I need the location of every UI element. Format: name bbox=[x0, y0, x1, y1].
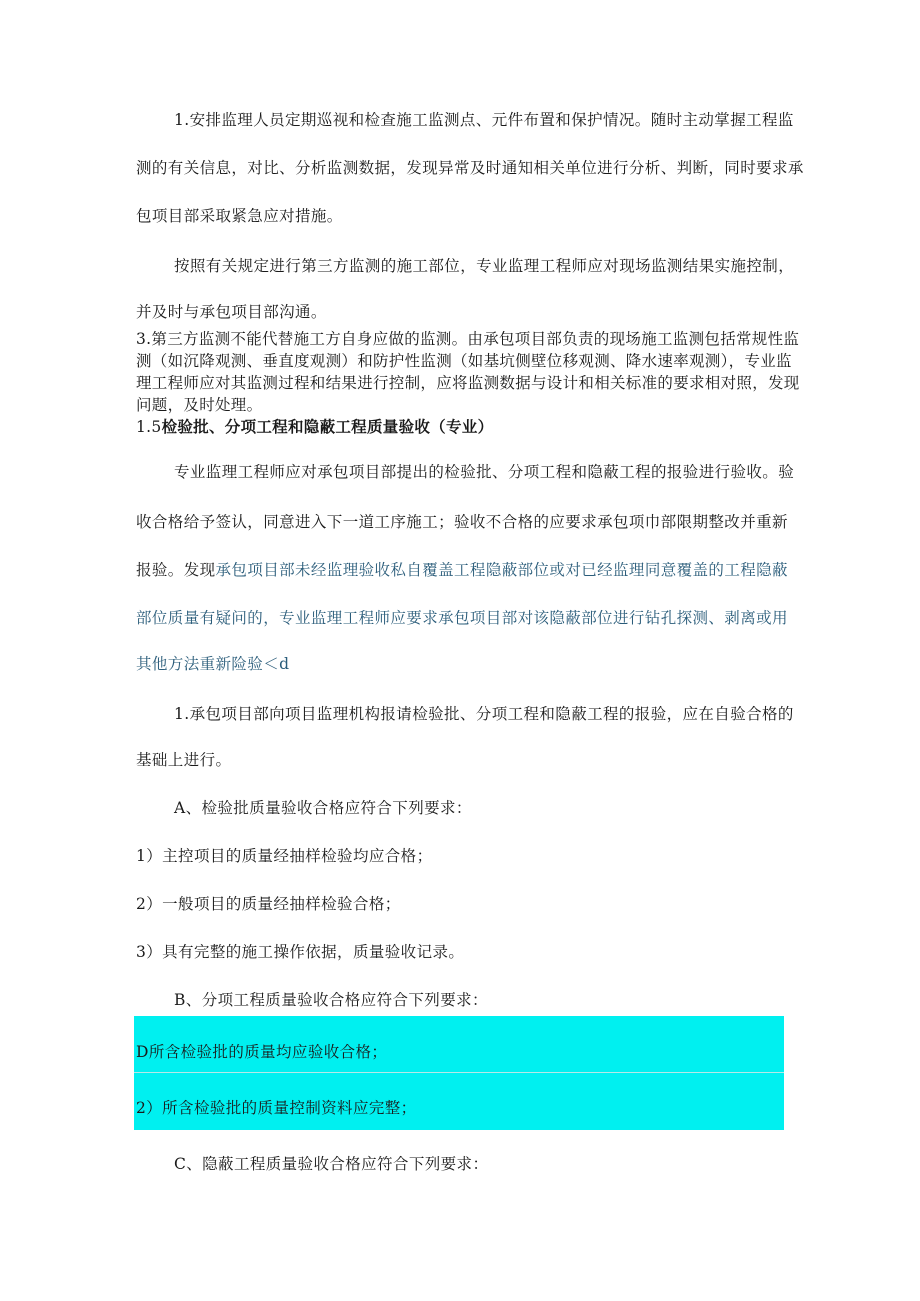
acceptance-item1-line1: 1.承包项目部向项目监理机构报请检验批、分项工程和隐蔽工程的报验，应在自验合格的 bbox=[174, 705, 794, 723]
monitoring-item1-line2: 测的有关信息，对比、分析监测数据，发现异常及时通知相关单位进行分析、判断，同时要求承 bbox=[136, 159, 804, 177]
acceptance-para-line3-black: 报验。发现 bbox=[136, 561, 216, 579]
acceptance-para-line4: 部位质量有疑问的，专业监理工程师应要求承包项目部对该隐蔽部位进行钻孔探测、剥离或用 bbox=[136, 609, 788, 627]
monitoring-item1-line1: 1.安排监理人员定期巡视和检查施工监测点、元件布置和保护情况。随时主动掌握工程监 bbox=[174, 111, 794, 129]
acceptance-para-line3-blue: 承包项目部未经监理验收私自覆盖工程隐蔽部位或对已经监理同意覆盖的工程隐蔽 bbox=[215, 561, 788, 579]
section-heading-number: 1.5 bbox=[136, 418, 162, 436]
monitoring-item1-line3: 包项目部采取紧急应对措施。 bbox=[136, 207, 343, 225]
sub-c-title: C、隐蔽工程质量验收合格应符合下列要求： bbox=[174, 1155, 489, 1173]
acceptance-para-line5: 其他方法重新险验＜d bbox=[136, 655, 290, 673]
sub-a-item-1: 1）主控项目的质量经抽样检验均应合格； bbox=[136, 847, 433, 865]
acceptance-para-line1: 专业监理工程师应对承包项目部提出的检验批、分项工程和隐蔽工程的报验进行验收。验 bbox=[174, 463, 795, 481]
acceptance-para-line2: 收合格给予签认，同意进入下一道工序施工；验收不合格的应要求承包项巾部限期整改并重新 bbox=[136, 513, 788, 531]
monitoring-item2-line1: 按照有关规定进行第三方监测的施工部位，专业监理工程师应对现场监测结果实施控制， bbox=[174, 257, 795, 275]
acceptance-item1-line2: 基础上进行。 bbox=[136, 751, 232, 769]
monitoring-item3-line2: 测（如沉降观测、垂直度观测）和防护性监测（如基坑侧壁位移观测、降水速率观测），专业监 bbox=[136, 352, 792, 370]
sub-a-title: A、检验批质量验收合格应符合下列要求： bbox=[174, 799, 472, 817]
acceptance-para-line3 bbox=[136, 560, 788, 580]
monitoring-item3-line4: 问题，及时处理。 bbox=[136, 396, 263, 414]
sub-b-item-1: D所含检验批的质量均应验收合格； bbox=[136, 1043, 388, 1061]
sub-b-item-2: 2）所含检验批的质量控制资料应完整； bbox=[136, 1099, 417, 1117]
highlight-divider bbox=[134, 1072, 784, 1073]
section-heading-text: 检验批、分项工程和隐蔽工程质量验收（专业） bbox=[161, 418, 494, 436]
monitoring-item2-line2: 并及时与承包项目部沟通。 bbox=[136, 303, 327, 321]
monitoring-item3-line1: 3.第三方监测不能代替施工方自身应做的监测。由承包项目部负责的现场施工监测包括常规性监 bbox=[136, 330, 800, 348]
sub-a-item-3: 3）具有完整的施工操作依据，质量验收记录。 bbox=[136, 943, 465, 961]
section-heading bbox=[136, 416, 493, 438]
sub-a-item-2: 2）一般项目的质量经抽样检验合格； bbox=[136, 895, 401, 913]
sub-b-title: B、分项工程质量验收合格应符合下列要求： bbox=[174, 991, 488, 1009]
monitoring-item3-line3: 理工程师应对其监测过程和结果进行控制，应将监测数据与设计和相关标准的要求相对照，发现 bbox=[136, 374, 800, 392]
